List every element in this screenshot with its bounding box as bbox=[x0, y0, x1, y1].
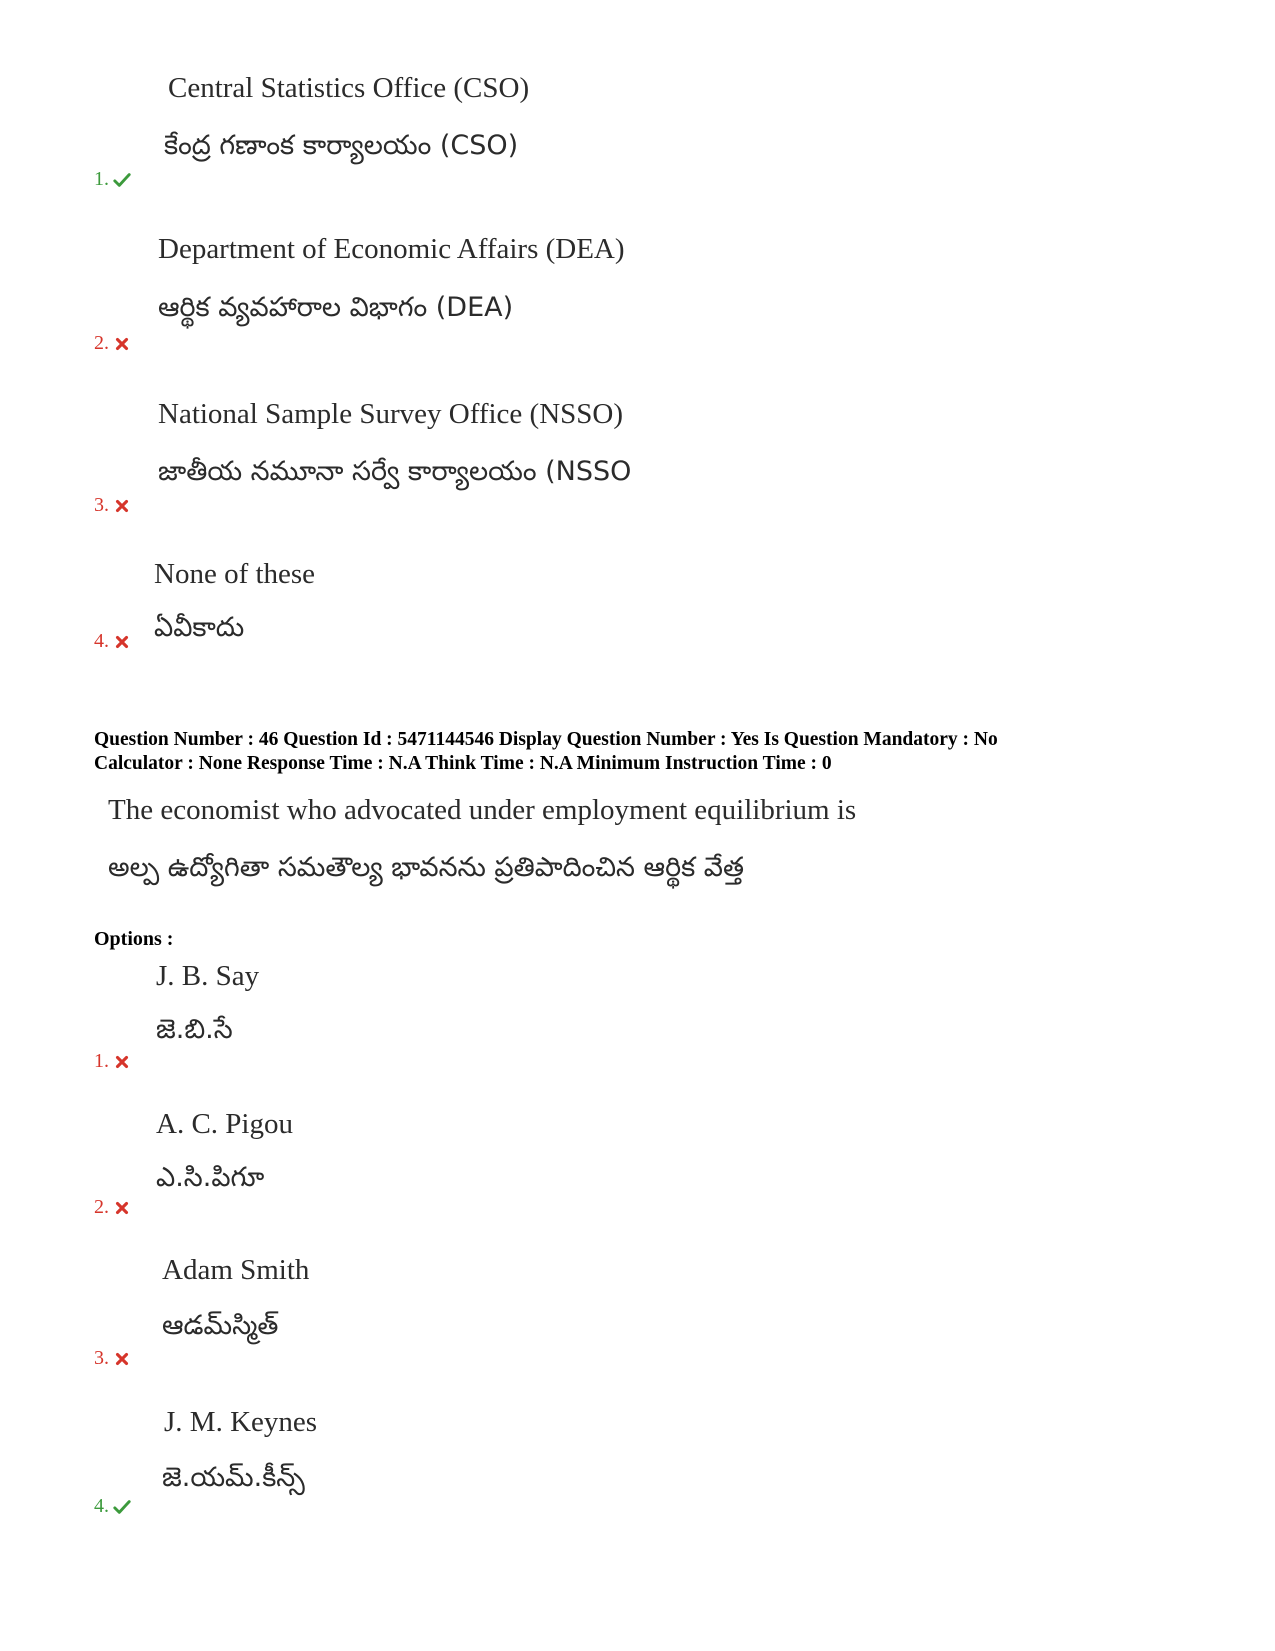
question-meta-line-1: Question Number : 46 Question Id : 5471144546 Display Question Number : Yes Is Question Mandatory : No bbox=[94, 729, 998, 750]
cross-mark-icon bbox=[113, 335, 131, 353]
option-number: 4. bbox=[94, 1495, 109, 1517]
option-marker bbox=[94, 168, 131, 191]
cross-mark-icon bbox=[113, 1199, 131, 1217]
option-text-telugu: కేంద్ర గణాంక కార్యాలయం (CSO) bbox=[164, 130, 519, 161]
question-meta-line-2: Calculator : None Response Time : N.A Think Time : N.A Minimum Instruction Time : 0 bbox=[94, 753, 832, 774]
option-text-telugu: జాతీయ నమూనా సర్వే కార్యాలయం (NSSO bbox=[158, 456, 632, 487]
option-marker bbox=[94, 1495, 131, 1518]
cross-mark-icon bbox=[113, 633, 131, 651]
option-text-telugu: జె.యమ్.కీన్స్ bbox=[162, 1462, 305, 1493]
option-marker bbox=[94, 332, 131, 355]
option-number: 4. bbox=[94, 630, 109, 652]
option-number: 1. bbox=[94, 168, 109, 190]
option-marker bbox=[94, 1196, 131, 1219]
option-text-telugu: ఆడమ్‌స్మిత్ bbox=[162, 1310, 279, 1341]
option-text-telugu: ఎ.సి.పిగూ bbox=[156, 1162, 265, 1193]
cross-mark-icon bbox=[113, 1350, 131, 1368]
option-text-english: Central Statistics Office (CSO) bbox=[168, 72, 530, 104]
option-number: 1. bbox=[94, 1050, 109, 1072]
question-text-english: The economist who advocated under employment equilibrium is bbox=[108, 794, 857, 826]
check-mark-icon bbox=[113, 171, 131, 189]
option-text-english: A. C. Pigou bbox=[156, 1108, 293, 1140]
option-text-english: Department of Economic Affairs (DEA) bbox=[158, 233, 625, 265]
cross-mark-icon bbox=[113, 1053, 131, 1071]
option-text-telugu: ఏవీకాదు bbox=[154, 612, 245, 643]
option-text-english: None of these bbox=[154, 558, 316, 590]
option-text-english: Adam Smith bbox=[162, 1254, 310, 1286]
option-text-english: National Sample Survey Office (NSSO) bbox=[158, 398, 623, 430]
cross-mark-icon bbox=[113, 497, 131, 515]
option-marker bbox=[94, 1050, 131, 1073]
option-number: 3. bbox=[94, 494, 109, 516]
check-mark-icon bbox=[113, 1498, 131, 1516]
option-marker bbox=[94, 1347, 131, 1370]
options-label: Options : bbox=[94, 928, 174, 950]
question-text-telugu: అల్ప ఉద్యోగితా సమతౌల్య భావనను ప్రతిపాదించిన ఆర్థిక వేత్త bbox=[108, 852, 744, 883]
option-marker bbox=[94, 630, 131, 653]
option-text-english: J. B. Say bbox=[156, 960, 260, 992]
option-text-telugu: జె.బి.సే bbox=[156, 1014, 233, 1045]
option-number: 2. bbox=[94, 332, 109, 354]
option-marker bbox=[94, 494, 131, 517]
option-text-english: J. M. Keynes bbox=[164, 1406, 318, 1438]
option-number: 3. bbox=[94, 1347, 109, 1369]
option-text-telugu: ఆర్థిక వ్యవహారాల విభాగం (DEA) bbox=[158, 292, 514, 323]
option-number: 2. bbox=[94, 1196, 109, 1218]
